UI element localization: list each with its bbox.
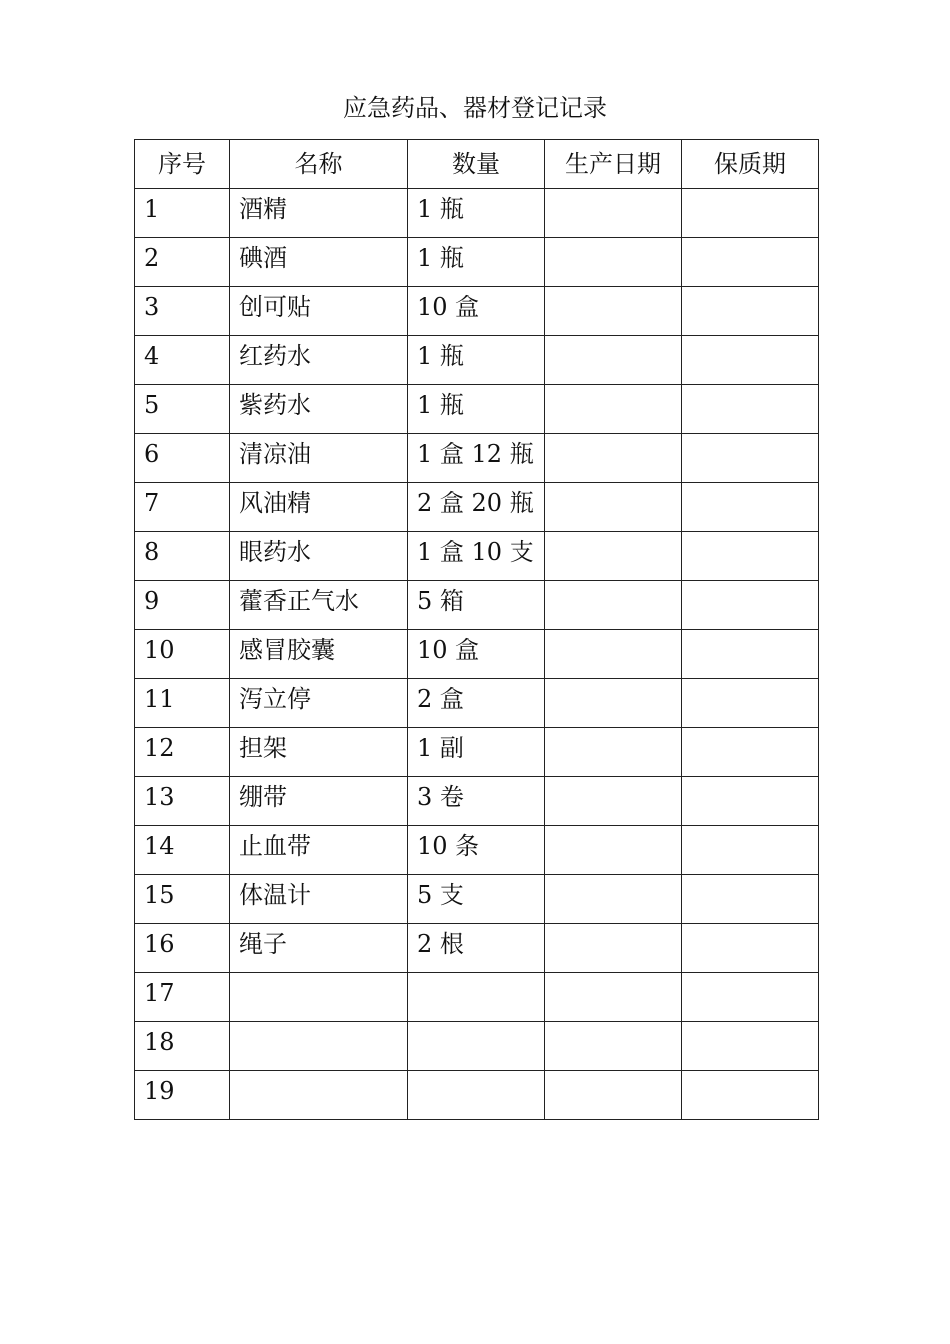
cell-name: 止血带: [230, 826, 408, 875]
cell-shelf-life: [682, 924, 819, 973]
cell-quantity: 1 副: [408, 728, 545, 777]
cell-shelf-life: [682, 777, 819, 826]
cell-shelf-life: [682, 483, 819, 532]
cell-no: 17: [135, 973, 230, 1022]
cell-shelf-life: [682, 679, 819, 728]
table-row: [135, 385, 819, 434]
cell-shelf-life: [682, 1071, 819, 1120]
cell-shelf-life: [682, 434, 819, 483]
cell-no: 3: [135, 287, 230, 336]
cell-shelf-life: [682, 728, 819, 777]
cell-name: 感冒胶囊: [230, 630, 408, 679]
cell-name: 创可贴: [230, 287, 408, 336]
cell-no: 16: [135, 924, 230, 973]
cell-quantity: 10 盒: [408, 630, 545, 679]
cell-quantity: 1 瓶: [408, 189, 545, 238]
cell-production-date: [545, 630, 682, 679]
table-row: [135, 287, 819, 336]
table-body: [135, 189, 819, 1120]
cell-production-date: [545, 826, 682, 875]
cell-quantity: 1 瓶: [408, 238, 545, 287]
cell-no: 13: [135, 777, 230, 826]
table-row: [135, 434, 819, 483]
table-row: [135, 973, 819, 1022]
cell-no: 1: [135, 189, 230, 238]
cell-quantity: 1 盒 12 瓶: [408, 434, 545, 483]
cell-shelf-life: [682, 385, 819, 434]
cell-quantity: 1 盒 10 支: [408, 532, 545, 581]
cell-name: 绳子: [230, 924, 408, 973]
cell-name: [230, 1071, 408, 1120]
table-header-row: [135, 140, 819, 189]
cell-production-date: [545, 483, 682, 532]
table-row: [135, 777, 819, 826]
cell-shelf-life: [682, 532, 819, 581]
cell-name: 清凉油: [230, 434, 408, 483]
cell-shelf-life: [682, 1022, 819, 1071]
header-production-date: 生产日期: [545, 140, 682, 189]
cell-shelf-life: [682, 973, 819, 1022]
table-row: [135, 679, 819, 728]
registry-table: [134, 139, 819, 1120]
cell-quantity: 2 根: [408, 924, 545, 973]
cell-name: 碘酒: [230, 238, 408, 287]
cell-no: 10: [135, 630, 230, 679]
cell-quantity: 1 瓶: [408, 385, 545, 434]
cell-name: 绷带: [230, 777, 408, 826]
cell-name: 担架: [230, 728, 408, 777]
header-no: 序号: [135, 140, 230, 189]
cell-name: 体温计: [230, 875, 408, 924]
cell-no: 8: [135, 532, 230, 581]
cell-production-date: [545, 1022, 682, 1071]
table-row: [135, 630, 819, 679]
page-title: 应急药品、器材登记记录: [343, 94, 607, 122]
table-row: [135, 581, 819, 630]
cell-name: 泻立停: [230, 679, 408, 728]
cell-name: 酒精: [230, 189, 408, 238]
cell-quantity: 10 盒: [408, 287, 545, 336]
cell-quantity: 1 瓶: [408, 336, 545, 385]
table-row: [135, 1022, 819, 1071]
cell-quantity: 2 盒 20 瓶: [408, 483, 545, 532]
cell-no: 2: [135, 238, 230, 287]
cell-no: 15: [135, 875, 230, 924]
cell-quantity: [408, 973, 545, 1022]
cell-no: 18: [135, 1022, 230, 1071]
header-quantity: 数量: [408, 140, 545, 189]
cell-production-date: [545, 1071, 682, 1120]
cell-name: 紫药水: [230, 385, 408, 434]
table-row: [135, 826, 819, 875]
cell-production-date: [545, 434, 682, 483]
cell-name: 藿香正气水: [230, 581, 408, 630]
cell-name: 风油精: [230, 483, 408, 532]
cell-production-date: [545, 581, 682, 630]
cell-name: 红药水: [230, 336, 408, 385]
cell-shelf-life: [682, 875, 819, 924]
cell-production-date: [545, 777, 682, 826]
cell-no: 7: [135, 483, 230, 532]
cell-production-date: [545, 924, 682, 973]
cell-production-date: [545, 189, 682, 238]
cell-no: 11: [135, 679, 230, 728]
table-row: [135, 1071, 819, 1120]
cell-quantity: [408, 1071, 545, 1120]
cell-production-date: [545, 336, 682, 385]
table-row: [135, 238, 819, 287]
cell-quantity: 3 卷: [408, 777, 545, 826]
table-row: [135, 336, 819, 385]
table-row: [135, 532, 819, 581]
table-row: [135, 875, 819, 924]
cell-production-date: [545, 238, 682, 287]
cell-no: 12: [135, 728, 230, 777]
cell-production-date: [545, 728, 682, 777]
cell-name: [230, 1022, 408, 1071]
cell-shelf-life: [682, 630, 819, 679]
cell-quantity: 10 条: [408, 826, 545, 875]
cell-no: 19: [135, 1071, 230, 1120]
cell-quantity: 5 支: [408, 875, 545, 924]
cell-production-date: [545, 875, 682, 924]
cell-no: 6: [135, 434, 230, 483]
cell-shelf-life: [682, 287, 819, 336]
header-name: 名称: [230, 140, 408, 189]
cell-shelf-life: [682, 189, 819, 238]
table-row: [135, 728, 819, 777]
cell-production-date: [545, 973, 682, 1022]
table-row: [135, 189, 819, 238]
cell-production-date: [545, 532, 682, 581]
cell-quantity: 5 箱: [408, 581, 545, 630]
table-row: [135, 483, 819, 532]
cell-no: 5: [135, 385, 230, 434]
cell-name: 眼药水: [230, 532, 408, 581]
cell-no: 4: [135, 336, 230, 385]
cell-production-date: [545, 385, 682, 434]
cell-quantity: [408, 1022, 545, 1071]
cell-shelf-life: [682, 336, 819, 385]
cell-shelf-life: [682, 238, 819, 287]
cell-shelf-life: [682, 581, 819, 630]
cell-name: [230, 973, 408, 1022]
cell-shelf-life: [682, 826, 819, 875]
cell-production-date: [545, 679, 682, 728]
cell-no: 9: [135, 581, 230, 630]
cell-quantity: 2 盒: [408, 679, 545, 728]
cell-no: 14: [135, 826, 230, 875]
header-shelf-life: 保质期: [682, 140, 819, 189]
table-row: [135, 924, 819, 973]
cell-production-date: [545, 287, 682, 336]
